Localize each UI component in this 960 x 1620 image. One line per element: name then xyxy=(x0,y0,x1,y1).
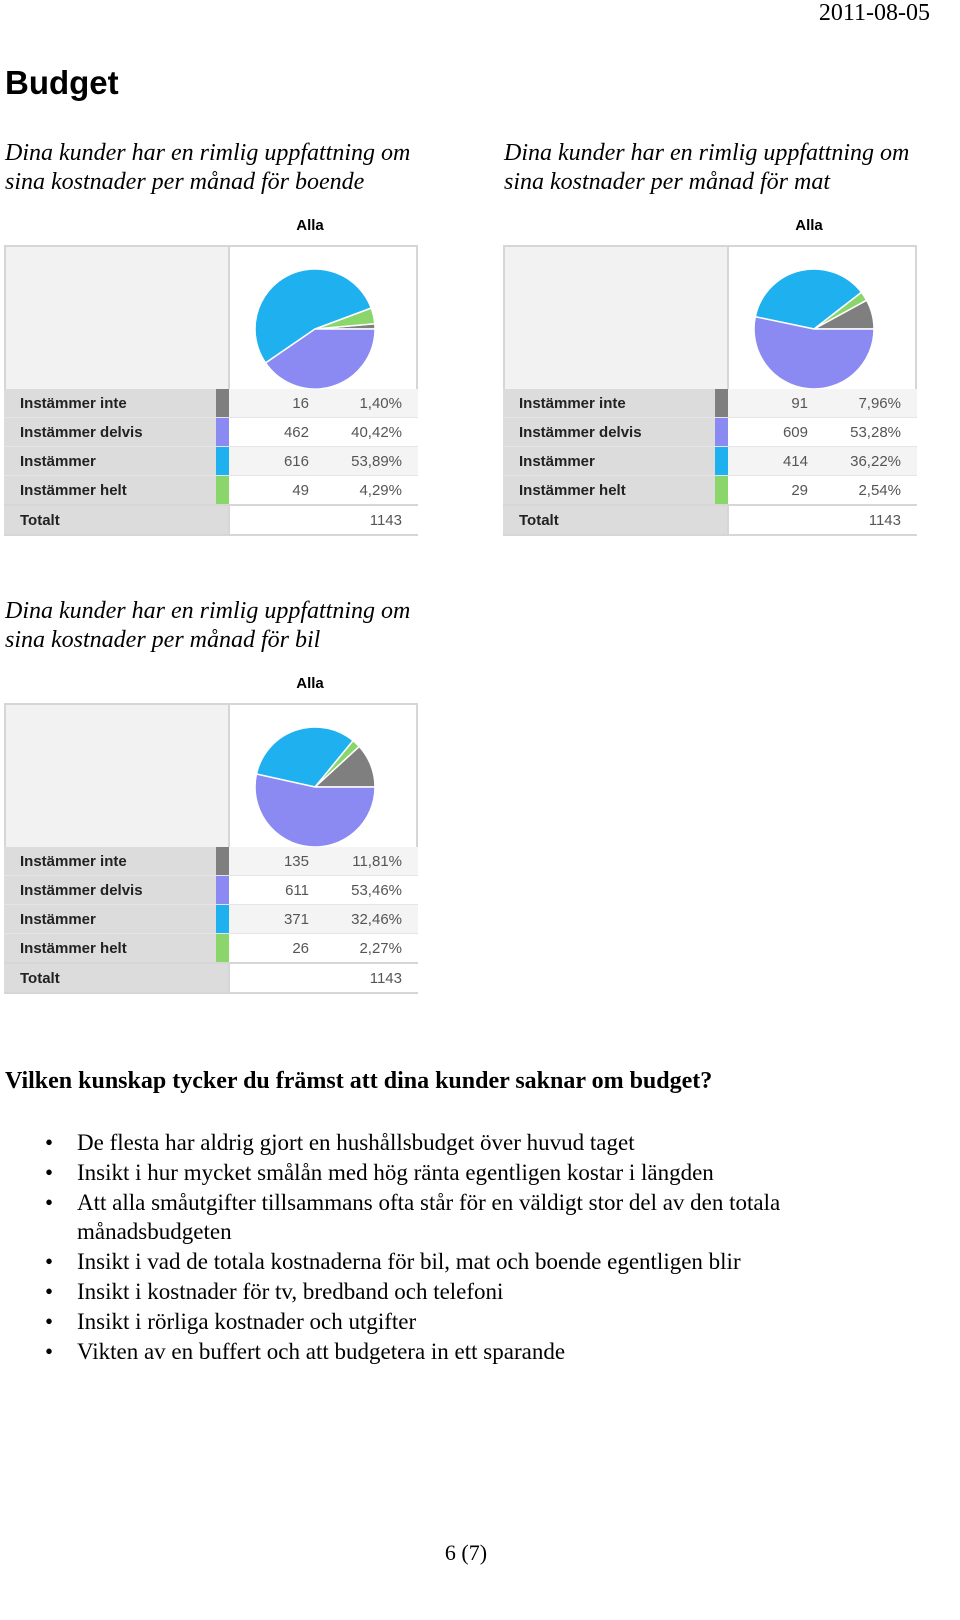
table-row xyxy=(4,476,418,506)
row-label: Instämmer helt xyxy=(503,476,715,506)
list-item xyxy=(45,1188,925,1246)
legend-swatch xyxy=(715,418,728,447)
pie-chart xyxy=(230,705,416,866)
legend-swatch xyxy=(216,847,229,876)
row-label: Instämmer inte xyxy=(4,847,216,876)
pie-panel xyxy=(228,245,418,410)
row-percent: 4,29% xyxy=(321,476,418,506)
list-item xyxy=(45,1247,925,1276)
total-value: 1143 xyxy=(728,505,917,535)
row-label: Instämmer helt xyxy=(4,934,216,964)
total-value: 1143 xyxy=(229,963,418,993)
row-label: Instämmer xyxy=(4,447,216,476)
total-label: Totalt xyxy=(4,963,229,993)
row-label: Instämmer inte xyxy=(4,389,216,418)
row-count: 611 xyxy=(229,876,321,905)
table-row xyxy=(503,418,917,447)
list-item-text: Insikt i vad de totala kostnaderna för bil, mat och boende egentligen blir xyxy=(77,1249,741,1274)
row-count: 414 xyxy=(728,447,820,476)
chart-title-boende: Dina kunder har en rimlig uppfattning om sina kostnader per månad för boende xyxy=(5,140,411,195)
row-percent: 2,27% xyxy=(321,934,418,964)
legend-swatch xyxy=(216,905,229,934)
table-row xyxy=(4,389,418,418)
total-label: Totalt xyxy=(503,505,728,535)
legend-swatch xyxy=(216,934,229,964)
data-table xyxy=(4,847,418,994)
list-item-text: Insikt i rörliga kostnader och utgifter xyxy=(77,1309,417,1334)
legend-swatch xyxy=(216,447,229,476)
row-count: 371 xyxy=(229,905,321,934)
row-label: Instämmer xyxy=(503,447,715,476)
row-percent: 11,81% xyxy=(321,847,418,876)
row-label: Instämmer delvis xyxy=(4,876,216,905)
chart-area xyxy=(499,245,919,410)
row-count: 91 xyxy=(728,389,820,418)
chart-title-bil: Dina kunder har en rimlig uppfattning om sina kostnader per månad för bil xyxy=(5,598,411,653)
row-count: 49 xyxy=(229,476,321,506)
bullet-icon: • xyxy=(45,1309,54,1334)
row-label: Instämmer helt xyxy=(4,476,216,506)
list-item-text: De flesta har aldrig gjort en hushållsbudget över huvud taget xyxy=(77,1130,635,1155)
chart-block-mat xyxy=(499,216,919,529)
row-percent: 53,46% xyxy=(321,876,418,905)
legend-swatch xyxy=(715,476,728,506)
row-percent: 2,54% xyxy=(820,476,917,506)
row-count: 16 xyxy=(229,389,321,418)
row-percent: 1,40% xyxy=(321,389,418,418)
table-row xyxy=(4,447,418,476)
list-item xyxy=(45,1337,925,1366)
table-row xyxy=(4,847,418,876)
list-item xyxy=(45,1277,925,1306)
row-percent: 53,89% xyxy=(321,447,418,476)
chart-block-bil xyxy=(0,674,420,987)
chart-block-boende xyxy=(0,216,420,529)
pie-panel xyxy=(727,245,917,410)
table-row xyxy=(4,418,418,447)
row-percent: 36,22% xyxy=(820,447,917,476)
list-item xyxy=(45,1158,925,1187)
row-percent: 7,96% xyxy=(820,389,917,418)
row-percent: 32,46% xyxy=(321,905,418,934)
table-row xyxy=(4,876,418,905)
chart-label: Alla xyxy=(296,217,324,234)
question-heading: Vilken kunskap tycker du främst att dina kunder saknar om budget? xyxy=(5,1068,713,1094)
row-percent: 40,42% xyxy=(321,418,418,447)
total-value: 1143 xyxy=(229,505,418,535)
legend-swatch xyxy=(216,389,229,418)
bullet-icon: • xyxy=(45,1279,54,1304)
bullet-icon: • xyxy=(45,1160,54,1185)
legend-swatch xyxy=(216,876,229,905)
row-label: Instämmer inte xyxy=(503,389,715,418)
list-item-text: Insikt i hur mycket smålån med hög ränta egentligen kostar i längden xyxy=(77,1160,714,1185)
chart-panel xyxy=(4,703,230,868)
legend-swatch xyxy=(715,389,728,418)
bullet-icon: • xyxy=(45,1249,54,1274)
row-count: 29 xyxy=(728,476,820,506)
row-count: 135 xyxy=(229,847,321,876)
total-row xyxy=(4,505,418,535)
legend-swatch xyxy=(715,447,728,476)
list-item xyxy=(45,1128,925,1157)
table-row xyxy=(503,447,917,476)
page-number: 6 (7) xyxy=(444,1540,488,1565)
row-count: 462 xyxy=(229,418,321,447)
data-table xyxy=(503,389,917,536)
bullet-icon: • xyxy=(45,1130,54,1155)
row-count: 616 xyxy=(229,447,321,476)
table-row xyxy=(503,476,917,506)
row-percent: 53,28% xyxy=(820,418,917,447)
table-row xyxy=(4,934,418,964)
chart-title-mat: Dina kunder har en rimlig uppfattning om sina kostnader per månad för mat xyxy=(504,140,910,195)
table-row xyxy=(503,389,917,418)
row-label: Instämmer delvis xyxy=(4,418,216,447)
table-row xyxy=(4,905,418,934)
total-row xyxy=(503,505,917,535)
chart-area xyxy=(0,703,420,868)
row-count: 26 xyxy=(229,934,321,964)
page-heading: Budget xyxy=(5,64,119,101)
bullet-icon: • xyxy=(45,1339,54,1364)
chart-label: Alla xyxy=(296,675,324,692)
total-label: Totalt xyxy=(4,505,229,535)
row-count: 609 xyxy=(728,418,820,447)
chart-panel xyxy=(503,245,729,410)
list-item-text: Insikt i kostnader för tv, bredband och telefoni xyxy=(77,1279,504,1304)
answer-list xyxy=(45,1128,925,1367)
total-row xyxy=(4,963,418,993)
list-item xyxy=(45,1307,925,1336)
pie-panel xyxy=(228,703,418,868)
chart-area xyxy=(0,245,420,410)
data-table xyxy=(4,389,418,536)
list-item-text: Vikten av en buffert och att budgetera in ett sparande xyxy=(77,1339,566,1364)
list-item-text: Att alla småutgifter tillsammans ofta står för en väldigt stor del av den totala månadsbudgeten xyxy=(77,1190,781,1244)
chart-panel xyxy=(4,245,230,410)
document-date: 2011-08-05 xyxy=(818,0,930,26)
row-label: Instämmer xyxy=(4,905,216,934)
chart-label: Alla xyxy=(795,217,823,234)
bullet-icon: • xyxy=(45,1190,54,1215)
legend-swatch xyxy=(216,418,229,447)
pie-chart xyxy=(230,247,416,408)
pie-chart xyxy=(729,247,915,408)
legend-swatch xyxy=(216,476,229,506)
row-label: Instämmer delvis xyxy=(503,418,715,447)
